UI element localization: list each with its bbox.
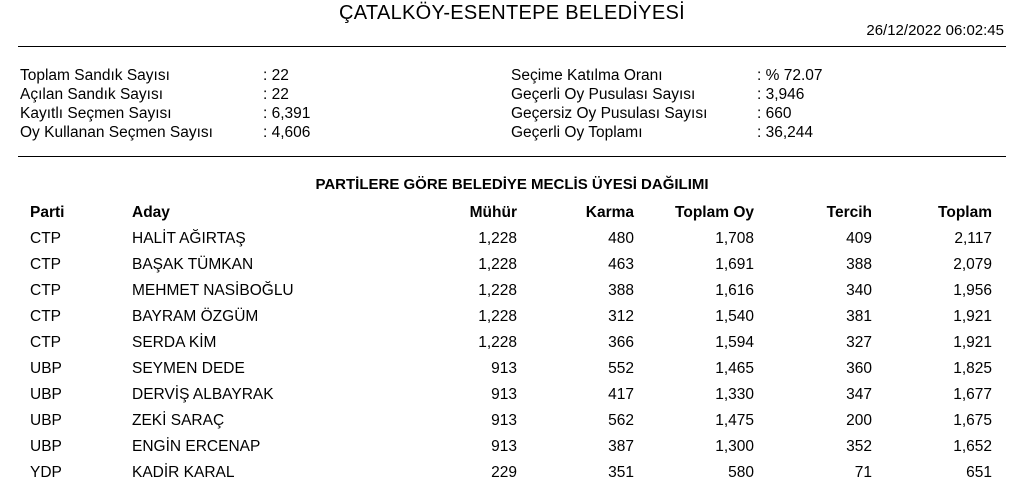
cell-toplam: 1,921: [953, 308, 992, 325]
cell-toplam-oy: 1,691: [715, 256, 754, 273]
cell-toplam: 1,956: [953, 282, 992, 299]
cell-muhur: 1,228: [478, 256, 517, 273]
cell-toplam: 2,117: [954, 230, 992, 247]
summary-label: Oy Kullanan Seçmen Sayısı: [20, 124, 213, 141]
cell-aday: KADİR KARAL: [132, 464, 235, 481]
cell-aday: HALİT AĞIRTAŞ: [132, 230, 246, 247]
summary-value: : 22: [263, 67, 289, 84]
header-muhur: Mühür: [469, 204, 517, 221]
table-row: [0, 385, 1024, 411]
summary-value: : 3,946: [757, 86, 805, 103]
summary-row: [511, 66, 823, 85]
summary-row: [511, 104, 823, 123]
cell-toplam: 1,652: [953, 438, 992, 455]
cell-muhur: 913: [491, 438, 517, 455]
summary-left: [20, 66, 310, 142]
cell-muhur: 913: [491, 386, 517, 403]
cell-tercih: 200: [846, 412, 872, 429]
cell-parti: UBP: [30, 438, 62, 455]
cell-toplam: 2,079: [953, 256, 992, 273]
summary-label: Kayıtlı Seçmen Sayısı: [20, 105, 172, 122]
cell-karma: 351: [608, 464, 634, 481]
table-row: [0, 411, 1024, 437]
header-tercih: Tercih: [826, 204, 872, 221]
table-row: [0, 437, 1024, 463]
table-row: [0, 229, 1024, 255]
table-row: [0, 281, 1024, 307]
summary-value: : 4,606: [263, 124, 311, 141]
summary-row: [20, 123, 310, 142]
cell-muhur: 229: [491, 464, 517, 481]
table-row: [0, 307, 1024, 333]
cell-toplam: 651: [966, 464, 992, 481]
cell-muhur: 913: [491, 412, 517, 429]
summary-value: : 22: [263, 86, 289, 103]
cell-karma: 388: [608, 282, 634, 299]
summary-label: Geçersiz Oy Pusulası Sayısı: [511, 105, 708, 122]
table-header-row: [0, 203, 1024, 229]
cell-parti: CTP: [30, 282, 61, 299]
table-row: [0, 255, 1024, 281]
summary-value: : % 72.07: [757, 67, 823, 84]
summary-label: Toplam Sandık Sayısı: [20, 67, 170, 84]
timestamp: 26/12/2022 06:02:45: [866, 22, 1004, 39]
cell-tercih: 360: [846, 360, 872, 377]
section-title: PARTİLERE GÖRE BELEDİYE MECLİS ÜYESİ DAĞILIMI: [315, 176, 709, 193]
cell-toplam: 1,921: [953, 334, 992, 351]
cell-karma: 366: [608, 334, 634, 351]
cell-muhur: 913: [491, 360, 517, 377]
table-row: [0, 463, 1024, 489]
cell-aday: SEYMEN DEDE: [132, 360, 245, 377]
header-toplam: Toplam: [938, 204, 992, 221]
cell-parti: UBP: [30, 360, 62, 377]
cell-aday: DERVİŞ ALBAYRAK: [132, 386, 274, 403]
cell-parti: CTP: [30, 256, 61, 273]
summary-row: [511, 123, 823, 142]
header-karma: Karma: [585, 204, 634, 221]
cell-karma: 417: [608, 386, 634, 403]
cell-toplam-oy: 580: [728, 464, 754, 481]
cell-toplam: 1,677: [953, 386, 992, 403]
cell-karma: 463: [608, 256, 634, 273]
cell-aday: BAŞAK TÜMKAN: [132, 256, 254, 273]
cell-aday: ZEKİ SARAÇ: [132, 412, 225, 429]
table-row: [0, 333, 1024, 359]
summary-label: Geçerli Oy Pusulası Sayısı: [511, 86, 696, 103]
cell-tercih: 71: [854, 464, 872, 481]
cell-toplam-oy: 1,540: [715, 308, 754, 325]
cell-tercih: 409: [846, 230, 872, 247]
cell-karma: 312: [608, 308, 634, 325]
summary-right: [511, 66, 823, 142]
results-table: [0, 203, 1024, 489]
cell-toplam-oy: 1,616: [715, 282, 754, 299]
summary-row: [20, 104, 310, 123]
cell-muhur: 1,228: [478, 230, 517, 247]
cell-aday: BAYRAM ÖZGÜM: [132, 308, 259, 325]
summary-row: [20, 66, 310, 85]
cell-toplam-oy: 1,465: [715, 360, 754, 377]
summary-value: : 660: [757, 105, 792, 122]
divider-top: [18, 46, 1006, 47]
cell-toplam-oy: 1,594: [715, 334, 754, 351]
cell-karma: 387: [608, 438, 634, 455]
summary-row: [511, 85, 823, 104]
cell-toplam-oy: 1,475: [715, 412, 754, 429]
cell-aday: MEHMET NASİBOĞLU: [132, 282, 294, 299]
cell-muhur: 1,228: [478, 334, 517, 351]
cell-aday: SERDA KİM: [132, 334, 217, 351]
cell-karma: 552: [608, 360, 634, 377]
header-toplam-oy: Toplam Oy: [675, 204, 754, 221]
cell-parti: CTP: [30, 230, 61, 247]
summary-value: : 6,391: [263, 105, 311, 122]
cell-toplam-oy: 1,300: [715, 438, 754, 455]
cell-tercih: 381: [846, 308, 872, 325]
table-row: [0, 359, 1024, 385]
cell-karma: 562: [608, 412, 634, 429]
divider-middle: [18, 156, 1006, 157]
summary-row: [20, 85, 310, 104]
cell-parti: CTP: [30, 308, 61, 325]
header-aday: Aday: [132, 204, 170, 221]
cell-parti: YDP: [30, 464, 62, 481]
cell-parti: UBP: [30, 386, 62, 403]
cell-parti: UBP: [30, 412, 62, 429]
cell-tercih: 388: [846, 256, 872, 273]
cell-toplam-oy: 1,330: [715, 386, 754, 403]
cell-parti: CTP: [30, 334, 61, 351]
summary-label: Açılan Sandık Sayısı: [20, 86, 164, 103]
summary-value: : 36,244: [757, 124, 814, 141]
cell-tercih: 347: [846, 386, 872, 403]
cell-muhur: 1,228: [478, 308, 517, 325]
cell-muhur: 1,228: [478, 282, 517, 299]
cell-tercih: 352: [846, 438, 872, 455]
page-title: ÇATALKÖY-ESENTEPE BELEDİYESİ: [339, 2, 685, 24]
cell-toplam: 1,675: [953, 412, 992, 429]
cell-karma: 480: [608, 230, 634, 247]
cell-aday: ENGİN ERCENAP: [132, 438, 261, 455]
summary-label: Seçime Katılma Oranı: [511, 67, 663, 84]
cell-toplam-oy: 1,708: [715, 230, 754, 247]
summary-label: Geçerli Oy Toplamı: [511, 124, 643, 141]
header-parti: Parti: [30, 204, 65, 221]
cell-tercih: 327: [846, 334, 872, 351]
cell-tercih: 340: [846, 282, 872, 299]
cell-toplam: 1,825: [953, 360, 992, 377]
